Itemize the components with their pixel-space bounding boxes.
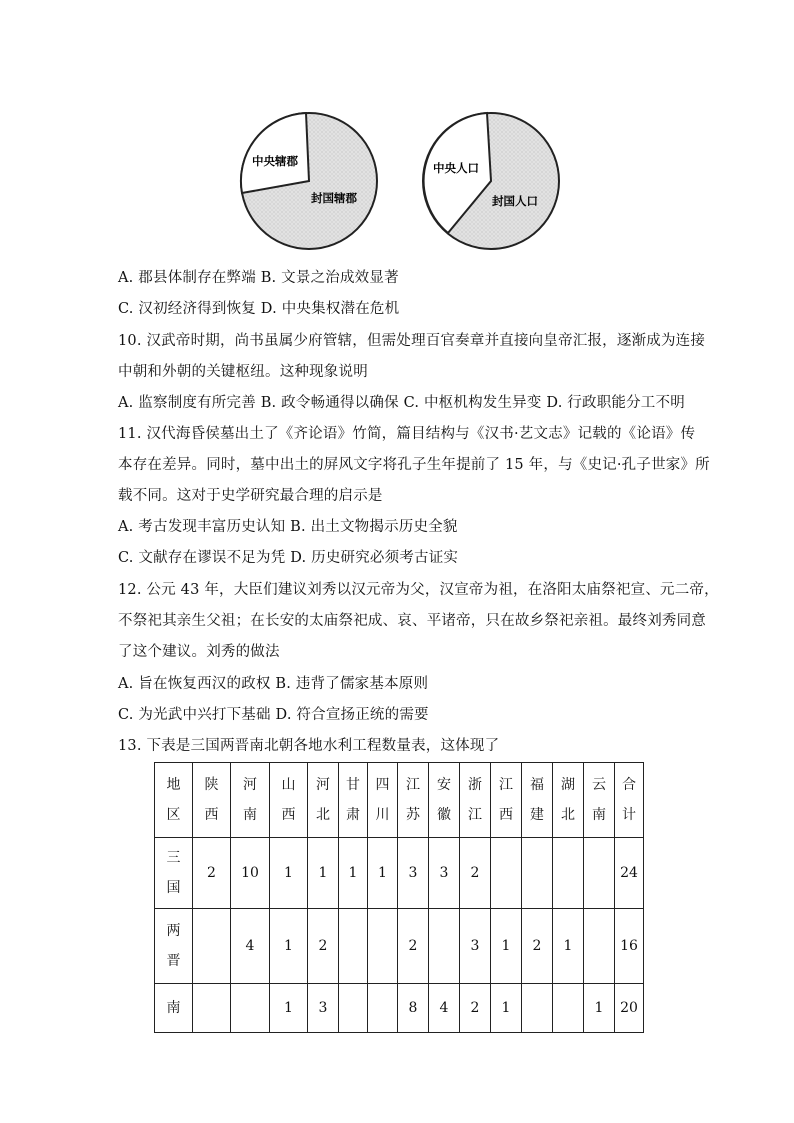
table-cell: 1 [491,909,522,984]
pie-left-central-slice [241,113,309,193]
table-cell: 3 [460,909,491,984]
row-label-cell: 南 [155,984,193,1033]
table-cell [339,984,368,1033]
q11-options-cd: C. 文献存在谬误不足为凭 D. 历史研究必须考古证实 [118,550,459,566]
table-cell: 1 [491,984,522,1033]
table-cell: 2 [398,909,429,984]
q10-stem-line2: 中朝和外朝的关键枢纽。这种现象说明 [118,364,368,380]
table-cell [231,984,270,1033]
table-header-cell: 江 西 [491,763,522,838]
table-header-cell: 云 南 [584,763,615,838]
table-cell [368,909,398,984]
table-cell: 1 [270,984,308,1033]
table-cell: 2 [522,909,553,984]
q13-stem: 13. 下表是三国两晋南北朝各地水利工程数量表，这体现了 [118,738,500,754]
table-cell: 1 [368,838,398,909]
pie-left [241,113,377,249]
table-row [155,838,644,909]
table-cell [193,984,231,1033]
table-cell: 2 [308,909,339,984]
table-cell: 3 [429,838,460,909]
q10-stem-line1: 10. 汉武帝时期，尚书虽属少府管辖，但需处理百官奏章并直接向皇帝汇报，逐渐成为连接 [118,333,706,349]
table-row [155,909,644,984]
table-cell: 1 [270,838,308,909]
table-cell: 4 [429,984,460,1033]
q12-stem-line2: 不祭祀其亲生父祖；在长安的太庙祭祀成、哀、平诸帝，只在故乡祭祀亲祖。最终刘秀同意 [118,613,706,629]
table-header-row [155,763,644,838]
table-cell: 2 [193,838,231,909]
q12-options-ab: A. 旨在恢复西汉的政权 B. 违背了儒家基本原则 [118,676,429,692]
table-header-cell: 山 西 [270,763,308,838]
table-cell: 2 [460,838,491,909]
table-header-cell: 四 川 [368,763,398,838]
table-cell: 10 [231,838,270,909]
q12-stem-line3: 了这个建议。刘秀的做法 [118,644,280,660]
table-cell [429,909,460,984]
pie-left-fief-label: 封国辖郡 [311,191,357,205]
table-cell [368,984,398,1033]
q10-options: A. 监察制度有所完善 B. 政令畅通得以确保 C. 中枢机构发生异变 D. 行政职能分工不明 [118,395,685,411]
table-header-cell: 甘 肃 [339,763,368,838]
table-cell: 20 [615,984,644,1033]
pie-right-fief-label: 封国人口 [492,194,538,208]
table-cell [522,838,553,909]
water-projects-table [154,762,644,1033]
table-cell: 1 [584,984,615,1033]
table-cell [491,838,522,909]
q11-stem-line3: 载不同。这对于史学研究最合理的启示是 [118,488,383,504]
pie-right-central-label: 中央人口 [433,161,479,175]
q9-options-ab: A. 郡县体制存在弊端 B. 文景之治成效显著 [118,270,399,286]
table-header-cell: 福 建 [522,763,553,838]
table-cell: 2 [460,984,491,1033]
q11-stem-line1: 11. 汉代海昏侯墓出土了《齐论语》竹简，篇目结构与《汉书·艺文志》记载的《论语》传 [118,426,696,442]
table-header-cell: 湖 北 [553,763,584,838]
pie-charts-svg [237,103,567,261]
table-header-cell: 陕 西 [193,763,231,838]
table-cell [339,909,368,984]
table-cell [553,838,584,909]
table-header-cell: 河 北 [308,763,339,838]
table-cell: 1 [308,838,339,909]
table-header-cell: 安 徽 [429,763,460,838]
table-cell: 3 [398,838,429,909]
pie-figure [237,103,567,261]
table-cell: 24 [615,838,644,909]
table-cell [584,909,615,984]
row-label-cell: 两 晋 [155,909,193,984]
table-cell [522,984,553,1033]
pie-right [423,113,559,249]
row-label-cell: 三 国 [155,838,193,909]
table-cell: 1 [553,909,584,984]
table-cell: 8 [398,984,429,1033]
table-header-cell: 地 区 [155,763,193,838]
table-header-cell: 合 计 [615,763,644,838]
table-cell: 3 [308,984,339,1033]
q9-options-cd: C. 汉初经济得到恢复 D. 中央集权潜在危机 [118,301,400,317]
q11-stem-line2: 本存在差异。同时，墓中出土的屏风文字将孔子生年提前了 15 年，与《史记·孔子世家》所 [118,457,710,473]
table-cell [553,984,584,1033]
table-header-cell: 浙 江 [460,763,491,838]
table-cell: 4 [231,909,270,984]
table-cell [584,838,615,909]
table-cell: 1 [339,838,368,909]
table-cell: 1 [270,909,308,984]
table-header-cell: 河 南 [231,763,270,838]
table-header-cell: 江 苏 [398,763,429,838]
q11-options-ab: A. 考古发现丰富历史认知 B. 出土文物揭示历史全貌 [118,519,458,535]
q12-options-cd: C. 为光武中兴打下基础 D. 符合宣扬正统的需要 [118,707,429,723]
table-cell [193,909,231,984]
pie-left-central-label: 中央辖郡 [252,154,298,168]
table-cell: 16 [615,909,644,984]
table-row [155,984,644,1033]
q12-stem-line1: 12. 公元 43 年，大臣们建议刘秀以汉元帝为父，汉宣帝为祖，在洛阳太庙祭祀宣、元二帝， [118,582,719,598]
